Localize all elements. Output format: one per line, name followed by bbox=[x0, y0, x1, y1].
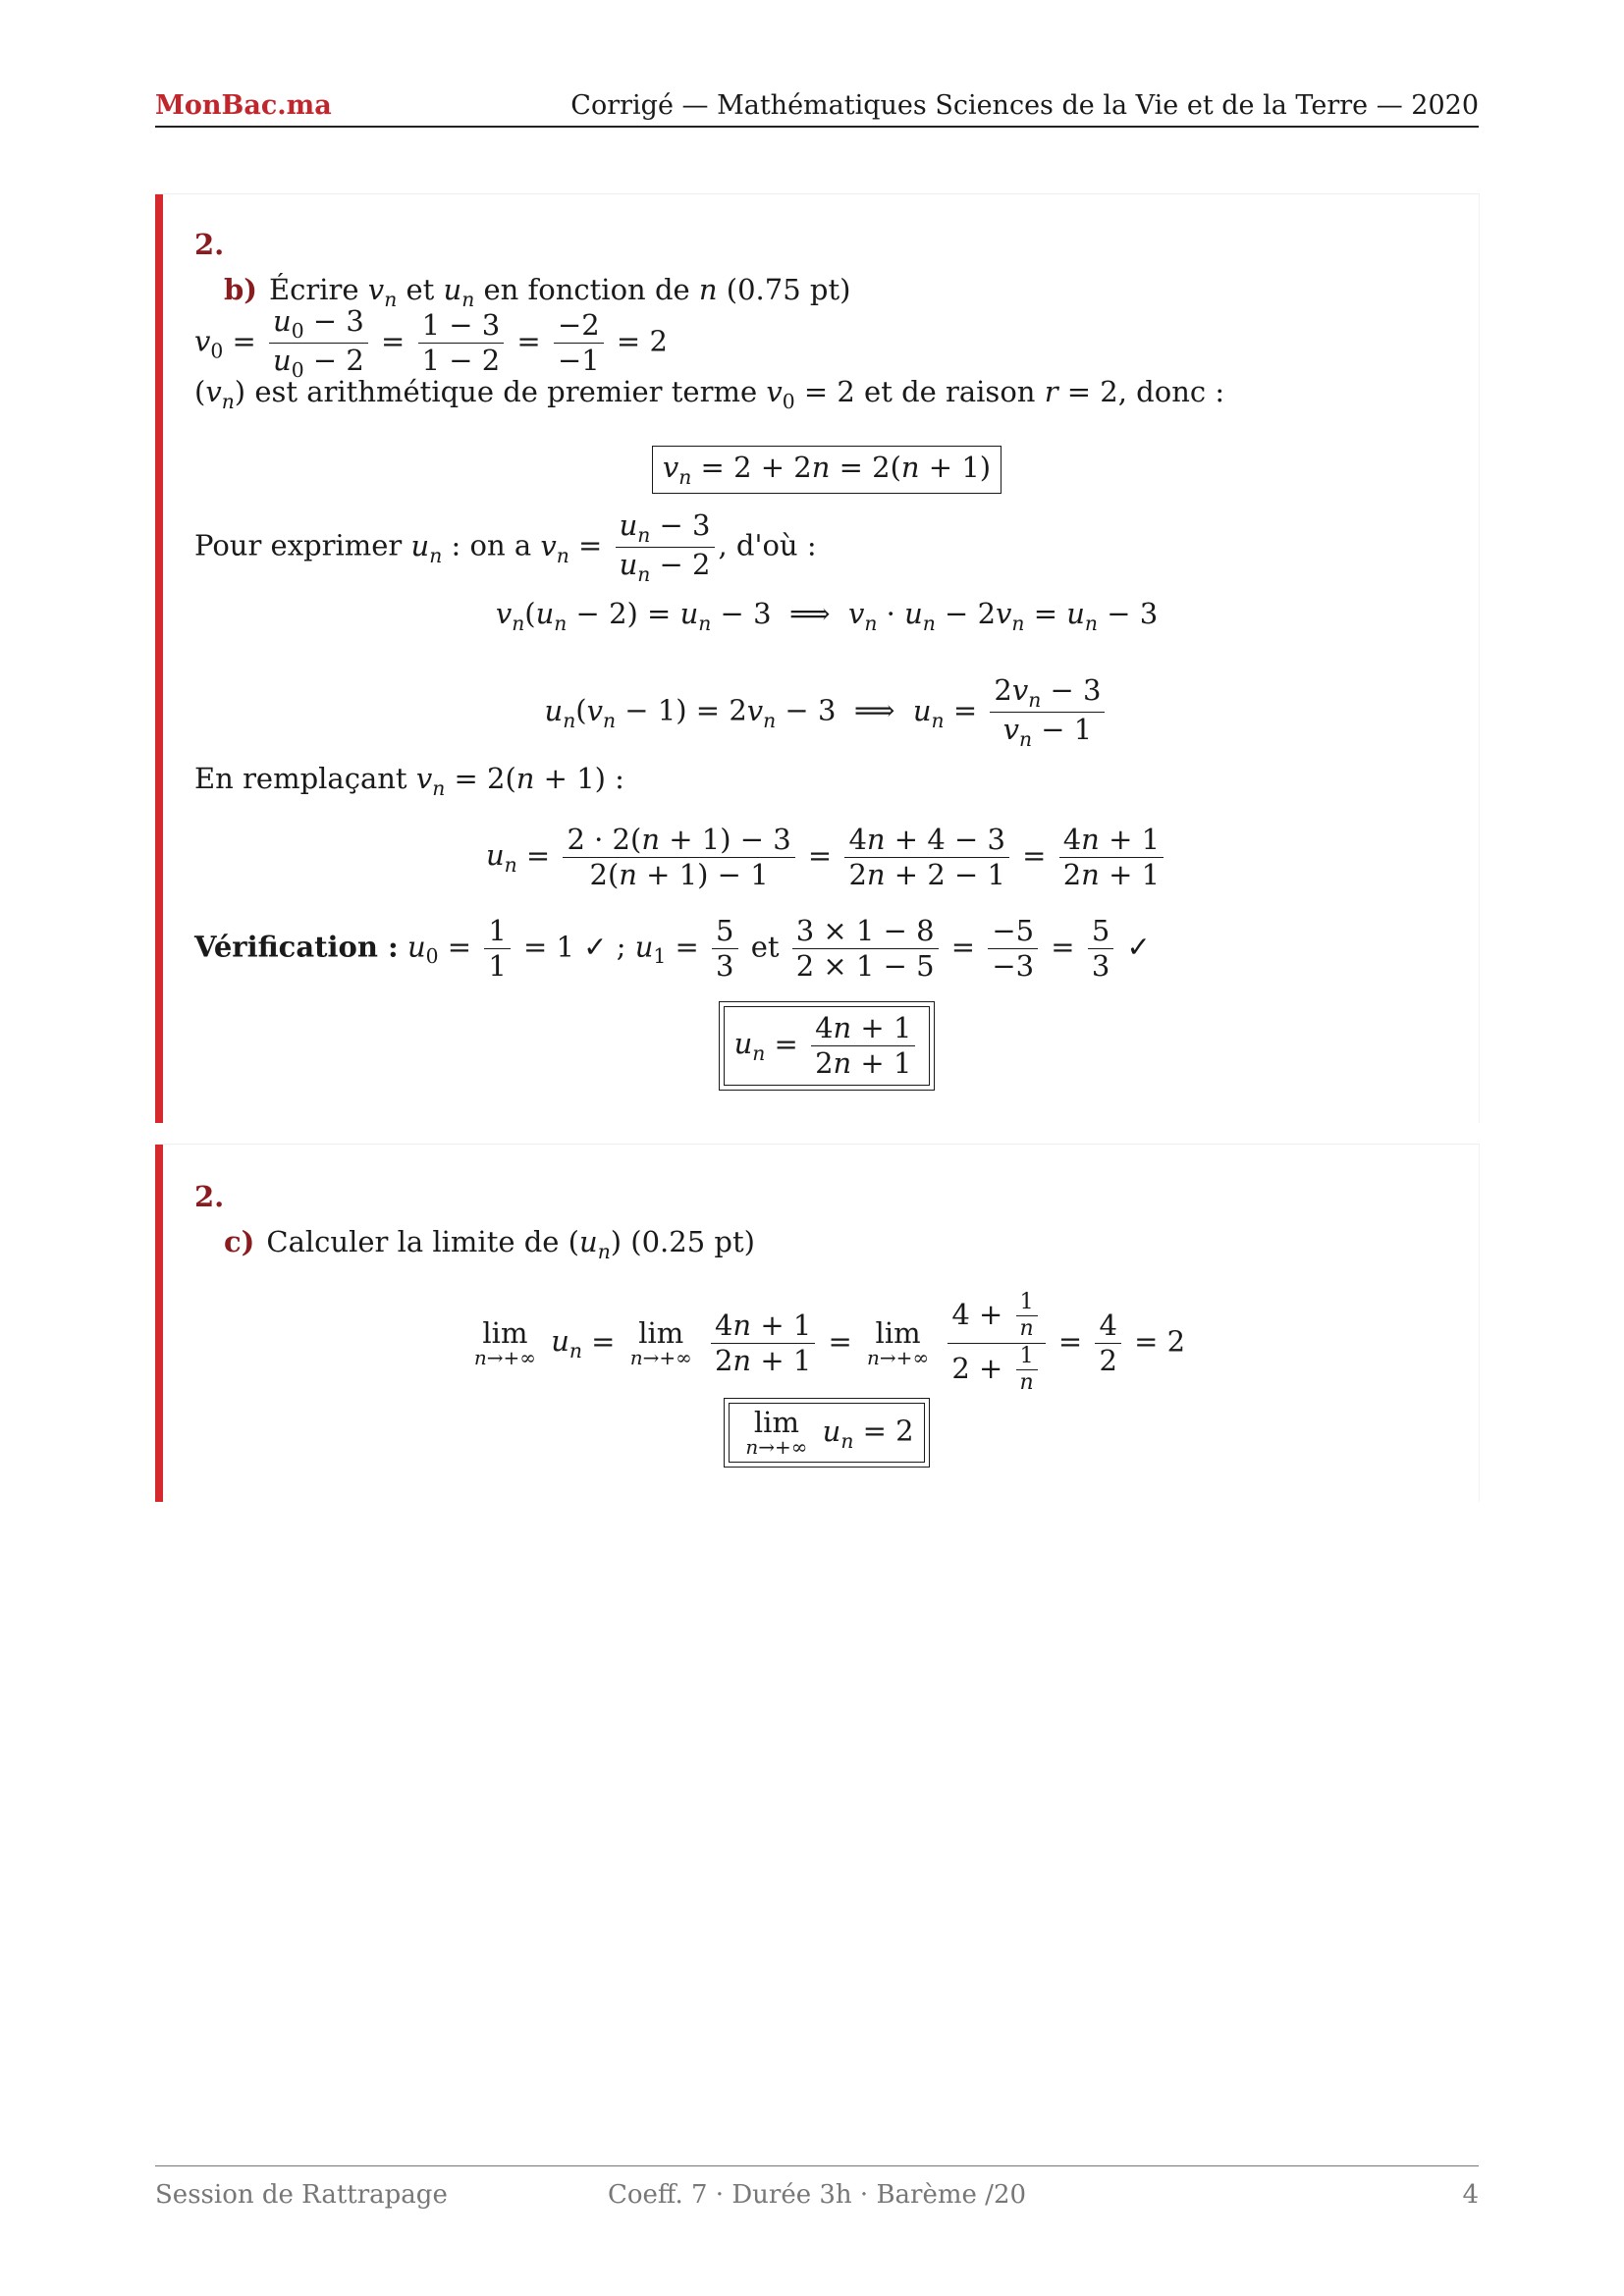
subquestion-b: b) Écrire $v_n$ et $u_n$ en fonction de n (0.75 pt) bbox=[224, 273, 851, 311]
header-title: Corrigé — Mathématiques Sciences de la Vie et de la Terre — 2020 bbox=[570, 90, 1479, 121]
exercise-content bbox=[194, 1145, 1459, 1502]
page-number: 4 bbox=[1462, 2180, 1479, 2210]
footer-session: Session de Rattrapage bbox=[155, 2180, 448, 2210]
express-line: Pour exprimer $u_n$ : on a $v_n$ = $\frac{u_n - 3}{u_n - 2}$ , d'où : bbox=[194, 508, 817, 586]
accent-bar bbox=[155, 1145, 163, 1502]
arith-mid: et de raison bbox=[864, 375, 1036, 408]
express-end: , d'où : bbox=[718, 528, 817, 562]
footer-info: Coeff. 7 · Durée 3h · Barème /20 bbox=[607, 2180, 1027, 2210]
question-number: 2. bbox=[194, 1180, 225, 1213]
equation-step2: $u_n(v_n - 1) = 2v_n - 3$ ⟹ $u_n$ = $\frac{2v_n - 3}{v_n - 1}$ bbox=[194, 673, 1459, 751]
subquestion-c: c) Calculer la limite de $(u_n)$ (0.25 pt) bbox=[224, 1225, 755, 1263]
boxed-vn: $v_n = 2 + 2n = 2(n + 1)$ bbox=[194, 446, 1459, 494]
limit-equation: lim n→+∞ $u_n = \lim$ n→+∞ $\frac{4n + 1}{2n + 1}$ = lim n→+∞ 4 + $\frac{1}{n}$ 2 + $\frac{1}{n}$ = $\frac{4}{2}$ = 2 bbox=[473, 1290, 1186, 1396]
equation-un: $u_n$ = $\frac{2 \cdot 2(n + 1) - 3}{2(n + 1) - 1}$ = $\frac{4n + 4 - 3}{2n + 2 - 1}$ = $\frac{4n + 1}{2n + 1}$ bbox=[194, 823, 1459, 892]
brand-logo[interactable]: MonBac.ma bbox=[155, 90, 332, 121]
verification-label: Vérification : bbox=[194, 930, 399, 964]
instruction-text: Calculer la limite de bbox=[266, 1225, 560, 1258]
points: (0.25 pt) bbox=[630, 1225, 755, 1258]
express-text: Pour exprimer bbox=[194, 528, 403, 562]
equation-step1: $v_n(u_n - 2) = u_n - 3$ ⟹ $v_n \cdot u_n - 2v_n = u_n - 3$ bbox=[495, 597, 1159, 635]
exercise-content bbox=[194, 194, 1459, 1123]
arith-text: est arithmétique de premier terme bbox=[254, 375, 758, 408]
equation-v0: $v_0$ = $\frac{u_0 - 3}{u_0 - 2}$ = $\frac{1 - 3}{1 - 2}$ = $\frac{-2}{-1}$ = 2 bbox=[194, 304, 668, 382]
final-boxed-limit: lim n→+∞ $u_n = 2$ bbox=[194, 1398, 1459, 1468]
question-number: 2. bbox=[194, 228, 225, 261]
express-mid: : on a bbox=[451, 528, 532, 562]
instruction-text: Écrire bbox=[269, 273, 359, 306]
instruction-tail: en fonction de bbox=[483, 273, 690, 306]
replace-text: En remplaçant bbox=[194, 762, 407, 795]
replace-line: En remplaçant $v_n = 2(n + 1)$ : bbox=[194, 762, 624, 800]
page-footer bbox=[155, 2165, 1479, 2210]
page-header bbox=[155, 90, 1479, 128]
subquestion-label: b) bbox=[224, 273, 257, 306]
points: (0.75 pt) bbox=[726, 273, 851, 306]
arith-line: $(v_n)$ est arithmétique de premier terme $v_0 = 2$ et de raison r = 2, donc : bbox=[194, 375, 1225, 413]
arith-end: , donc : bbox=[1117, 375, 1225, 408]
accent-bar bbox=[155, 194, 163, 1123]
exercise-box-2b bbox=[155, 193, 1480, 1123]
subquestion-label: c) bbox=[224, 1225, 255, 1258]
verification-and: et bbox=[750, 930, 780, 964]
verification-line: Vérification : $u_0$ = $\frac{1}{1}$ = 1 ✓ ; $u_1$ = $\frac{5}{3}$ et $\frac{3 \times 1 - 8}{2 \times 1 - 5}$ = $\frac{-5}{-3}$ = $\frac{5}{3}$ ✓ bbox=[194, 914, 1151, 983]
exercise-box-2c bbox=[155, 1144, 1480, 1502]
final-boxed-un: $u_n$ = $\frac{4n + 1}{2n + 1}$ bbox=[194, 1001, 1459, 1091]
